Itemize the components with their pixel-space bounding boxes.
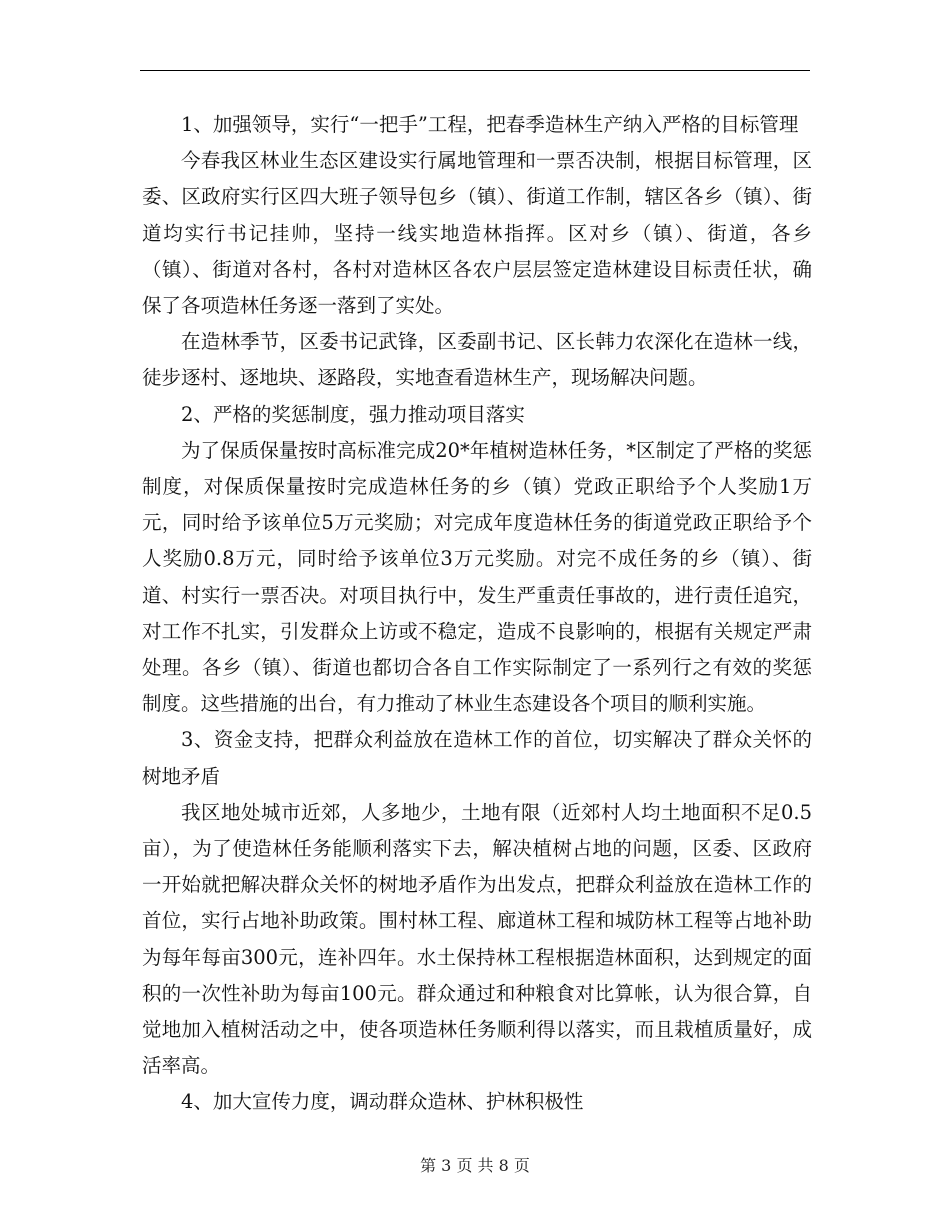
paragraph: 在造林季节，区委书记武锋，区委副书记、区长韩力农深化在造林一线，徒步逐村、逐地块、逐路段，实地查看造林生产，现场解决问题。 [142,330,812,390]
paragraph: 为了保质保量按时高标准完成20*年植树造林任务，*区制定了严格的奖惩制度，对保质保量按时完成造林任务的乡（镇）党政正职给予个人奖励1万元，同时给予该单位5万元奖励；对完成年度造林任务的街道党政正职给予个人奖励0.8万元，同时给予该单位3万元奖励。对完不成任务的乡（镇）、街道、村实行一票否决。对项目执行中，发生严重责任事故的，进行责任追究，对工作不扎实，引发群众上访或不稳定，造成不良影响的，根据有关规定严肃处理。各乡（镇）、街道也都切合各自工作实际制定了一系列行之有效的奖惩制度。这些措施的出台，有力推动了林业生态建设各个项目的顺利实施。 [142,438,812,716]
header-rule [140,70,810,71]
paragraph: 我区地处城市近郊，人多地少，土地有限（近郊村人均土地面积不足0.5亩），为了使造林任务能顺利落实下去，解决植树占地的问题，区委、区政府一开始就把解决群众关怀的树地矛盾作为出发点，把群众利益放在造林工作的首位，实行占地补助政策。围村林工程、廊道林工程和城防林工程等占地补助为每年每亩300元，连补四年。水土保持林工程根据造林面积，达到规定的面积的一次性补助为每亩100元。群众通过和种粮食对比算帐，认为很合算，自觉地加入植树活动之中，使各项造林任务顺利得以落实，而且栽植质量好，成活率高。 [142,800,812,1078]
page-number-footer: 第 3 页 共 8 页 [420,1156,530,1175]
heading-1: 1、加强领导，实行“一把手”工程，把春季造林生产纳入严格的目标管理 [181,113,799,136]
document-body [142,107,812,1121]
paragraph: 今春我区林业生态区建设实行属地管理和一票否决制，根据目标管理，区委、区政府实行区四大班子领导包乡（镇）、街道工作制，辖区各乡（镇）、街道均实行书记挂帅，坚持一线实地造林指挥。区对乡（镇）、街道，各乡（镇）、街道对各村，各村对造林区各农户层层签定造林建设目标责任状，确保了各项造林任务逐一落到了实处。 [142,149,812,318]
heading-4: 4、加大宣传力度，调动群众造林、护林积极性 [181,1090,584,1114]
heading-3: 3、资金支持，把群众利益放在造林工作的首位，切实解决了群众关怀的树地矛盾 [142,728,812,788]
heading-2: 2、严格的奖惩制度，强力推动项目落实 [181,402,525,426]
